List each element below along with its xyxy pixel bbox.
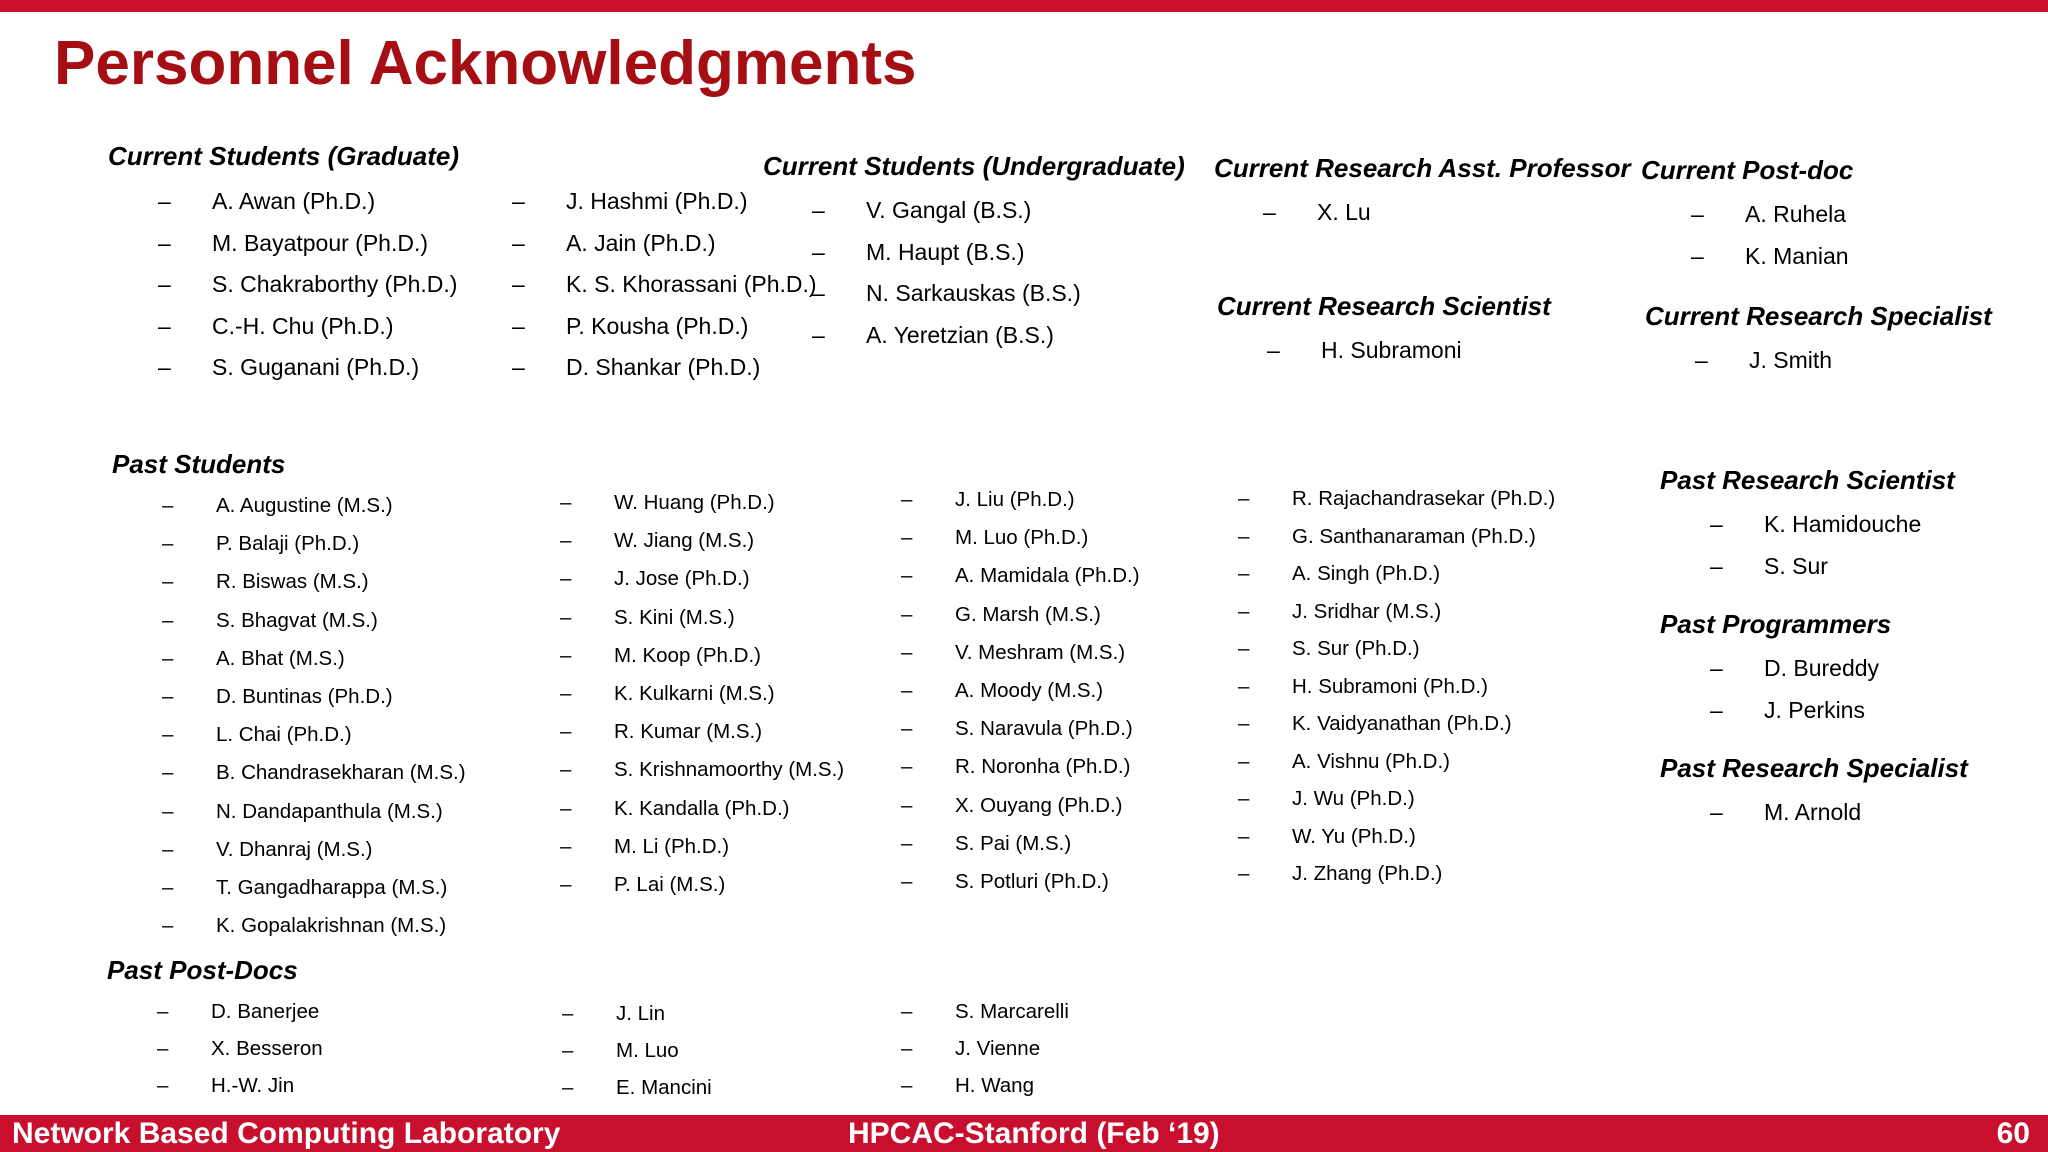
current-scientist-list	[1267, 330, 1462, 372]
past-programmers-heading: Past Programmers	[1660, 609, 1892, 639]
past-postdocs-list-1	[157, 993, 323, 1104]
person-name: – E. Mancini	[562, 1069, 712, 1106]
person-name: – J. Lin	[562, 995, 712, 1032]
person-name: – V. Meshram (M.S.)	[901, 634, 1140, 672]
person-name: – R. Rajachandrasekar (Ph.D.)	[1238, 480, 1555, 518]
current-asst-prof-list	[1263, 192, 1371, 234]
past-programmers-list	[1710, 648, 1879, 731]
person-name: – D. Shankar (Ph.D.)	[512, 347, 817, 389]
person-name: – C.-H. Chu (Ph.D.)	[158, 306, 457, 348]
person-name: – S. Chakraborthy (Ph.D.)	[158, 264, 457, 306]
person-name: – N. Sarkauskas (B.S.)	[812, 273, 1081, 315]
current-postdoc-heading: Current Post-doc	[1641, 155, 1854, 185]
person-name: – J. Liu (Ph.D.)	[901, 481, 1140, 519]
person-name: – R. Biswas (M.S.)	[162, 563, 466, 601]
person-name: – M. Bayatpour (Ph.D.)	[158, 223, 457, 265]
person-name: – S. Krishnamoorthy (M.S.)	[560, 751, 844, 789]
person-name: – A. Ruhela	[1691, 194, 1849, 236]
person-name: – A. Augustine (M.S.)	[162, 487, 466, 525]
person-name: – M. Arnold	[1710, 792, 1861, 834]
person-name: – J. Perkins	[1710, 690, 1879, 732]
person-name: – D. Bureddy	[1710, 648, 1879, 690]
person-name: – X. Ouyang (Ph.D.)	[901, 787, 1140, 825]
past-postdocs-heading: Past Post-Docs	[107, 955, 298, 985]
person-name: – W. Jiang (M.S.)	[560, 522, 844, 560]
person-name: – R. Kumar (M.S.)	[560, 713, 844, 751]
top-accent-bar	[0, 0, 2048, 12]
current-asst-prof-heading: Current Research Asst. Professor	[1214, 153, 1631, 183]
footer-lab-name: Network Based Computing Laboratory	[12, 1117, 561, 1150]
person-name: – J. Sridhar (M.S.)	[1238, 593, 1555, 631]
person-name: – W. Huang (Ph.D.)	[560, 484, 844, 522]
person-name: – X. Lu	[1263, 192, 1371, 234]
person-name: – N. Dandapanthula (M.S.)	[162, 793, 466, 831]
person-name: – L. Chai (Ph.D.)	[162, 716, 466, 754]
person-name: – P. Balaji (Ph.D.)	[162, 525, 466, 563]
person-name: – J. Vienne	[901, 1030, 1069, 1067]
person-name: – J. Wu (Ph.D.)	[1238, 780, 1555, 818]
past-students-list-4	[1238, 480, 1555, 893]
person-name: – S. Sur	[1710, 546, 1921, 588]
person-name: – K. Kulkarni (M.S.)	[560, 675, 844, 713]
current-specialist-list	[1695, 340, 1832, 382]
person-name: – K. S. Khorassani (Ph.D.)	[512, 264, 817, 306]
person-name: – M. Luo	[562, 1032, 712, 1069]
person-name: – D. Buntinas (Ph.D.)	[162, 678, 466, 716]
past-postdocs-list-3	[901, 993, 1069, 1104]
person-name: – A. Singh (Ph.D.)	[1238, 555, 1555, 593]
current-undergrad-list	[812, 190, 1081, 356]
person-name: – H. Wang	[901, 1067, 1069, 1104]
past-students-list-1	[162, 487, 466, 945]
current-scientist-heading: Current Research Scientist	[1217, 291, 1551, 321]
person-name: – X. Besseron	[157, 1030, 323, 1067]
person-name: – M. Haupt (B.S.)	[812, 232, 1081, 274]
person-name: – A. Awan (Ph.D.)	[158, 181, 457, 223]
past-scientist-list	[1710, 504, 1921, 587]
person-name: – K. Hamidouche	[1710, 504, 1921, 546]
past-students-list-2	[560, 484, 844, 904]
person-name: – B. Chandrasekharan (M.S.)	[162, 754, 466, 792]
past-students-list-3	[901, 481, 1140, 901]
person-name: – S. Guganani (Ph.D.)	[158, 347, 457, 389]
person-name: – A. Moody (M.S.)	[901, 672, 1140, 710]
person-name: – A. Vishnu (Ph.D.)	[1238, 743, 1555, 781]
footer-bar	[0, 1115, 2048, 1152]
person-name: – V. Dhanraj (M.S.)	[162, 831, 466, 869]
person-name: – S. Pai (M.S.)	[901, 825, 1140, 863]
person-name: – M. Li (Ph.D.)	[560, 828, 844, 866]
current-grad-list-1	[158, 181, 457, 389]
person-name: – D. Banerjee	[157, 993, 323, 1030]
person-name: – S. Marcarelli	[901, 993, 1069, 1030]
person-name: – J. Jose (Ph.D.)	[560, 560, 844, 598]
person-name: – J. Zhang (Ph.D.)	[1238, 855, 1555, 893]
current-grad-list-2	[512, 181, 817, 389]
person-name: – H. Subramoni	[1267, 330, 1462, 372]
person-name: – A. Yeretzian (B.S.)	[812, 315, 1081, 357]
person-name: – W. Yu (Ph.D.)	[1238, 818, 1555, 856]
person-name: – S. Naravula (Ph.D.)	[901, 710, 1140, 748]
footer-event: HPCAC-Stanford (Feb ‘19)	[848, 1117, 1220, 1150]
current-postdoc-list	[1691, 194, 1849, 277]
person-name: – R. Noronha (Ph.D.)	[901, 748, 1140, 786]
person-name: – G. Santhanaraman (Ph.D.)	[1238, 518, 1555, 556]
past-students-heading: Past Students	[112, 449, 286, 479]
person-name: – V. Gangal (B.S.)	[812, 190, 1081, 232]
past-scientist-heading: Past Research Scientist	[1660, 465, 1955, 495]
person-name: – J. Hashmi (Ph.D.)	[512, 181, 817, 223]
person-name: – P. Kousha (Ph.D.)	[512, 306, 817, 348]
person-name: – M. Luo (Ph.D.)	[901, 519, 1140, 557]
page-number: 60	[1996, 1117, 2030, 1150]
person-name: – T. Gangadharappa (M.S.)	[162, 869, 466, 907]
current-grad-heading: Current Students (Graduate)	[108, 141, 460, 171]
person-name: – A. Bhat (M.S.)	[162, 640, 466, 678]
slide-title: Personnel Acknowledgments	[54, 29, 917, 98]
person-name: – P. Lai (M.S.)	[560, 866, 844, 904]
person-name: – S. Sur (Ph.D.)	[1238, 630, 1555, 668]
person-name: – K. Kandalla (Ph.D.)	[560, 790, 844, 828]
past-specialist-list	[1710, 792, 1861, 834]
person-name: – G. Marsh (M.S.)	[901, 596, 1140, 634]
current-undergrad-heading: Current Students (Undergraduate)	[763, 151, 1185, 181]
person-name: – S. Bhagvat (M.S.)	[162, 602, 466, 640]
person-name: – A. Jain (Ph.D.)	[512, 223, 817, 265]
person-name: – S. Potluri (Ph.D.)	[901, 863, 1140, 901]
person-name: – M. Koop (Ph.D.)	[560, 637, 844, 675]
past-postdocs-list-2	[562, 995, 712, 1106]
person-name: – J. Smith	[1695, 340, 1832, 382]
person-name: – H.-W. Jin	[157, 1067, 323, 1104]
person-name: – K. Vaidyanathan (Ph.D.)	[1238, 705, 1555, 743]
person-name: – A. Mamidala (Ph.D.)	[901, 557, 1140, 595]
person-name: – K. Manian	[1691, 236, 1849, 278]
person-name: – S. Kini (M.S.)	[560, 599, 844, 637]
past-specialist-heading: Past Research Specialist	[1660, 753, 1968, 783]
person-name: – H. Subramoni (Ph.D.)	[1238, 668, 1555, 706]
person-name: – K. Gopalakrishnan (M.S.)	[162, 907, 466, 945]
current-specialist-heading: Current Research Specialist	[1645, 301, 1992, 331]
